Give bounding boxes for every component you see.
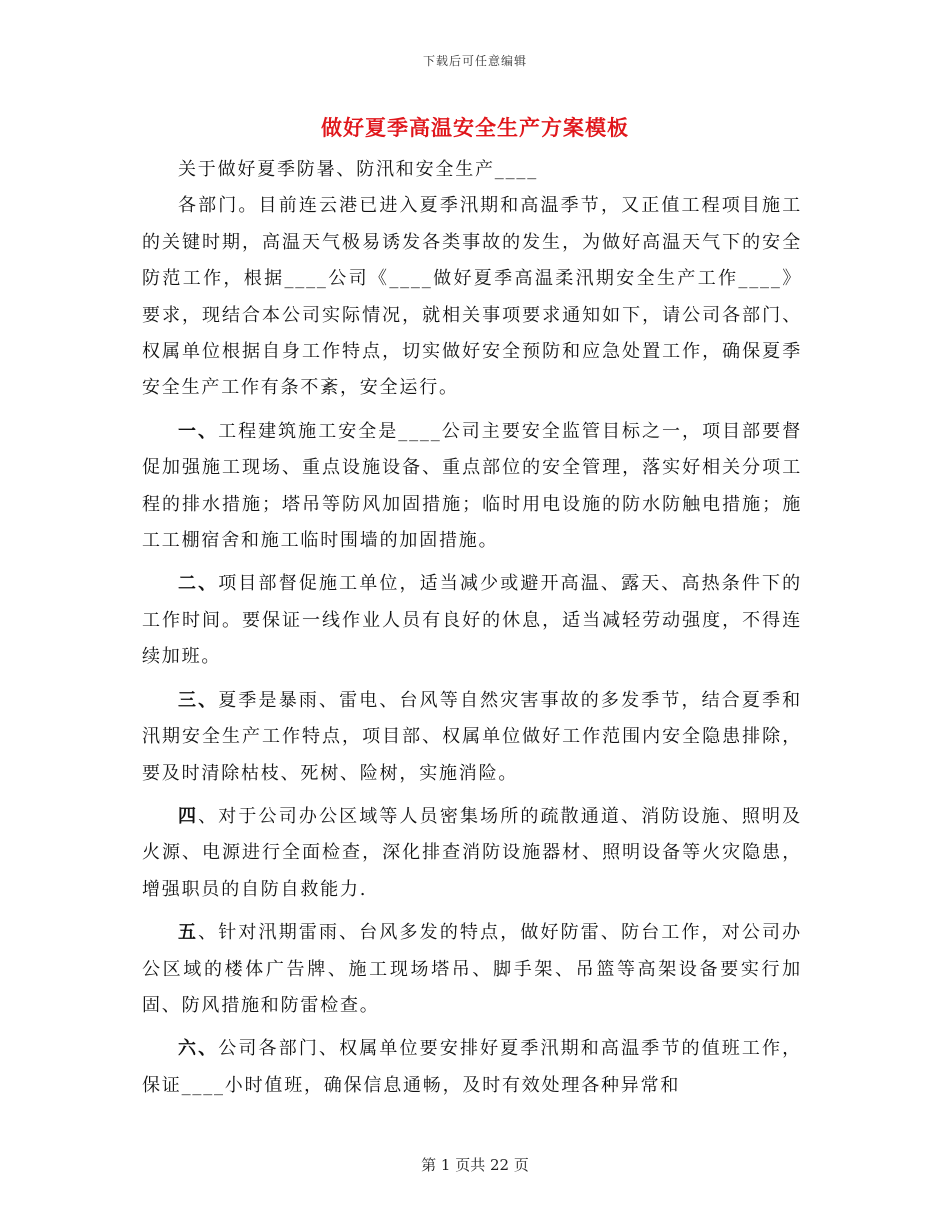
page-number-footer: 第 1 页共 22 页 [421,1156,529,1174]
section-text: 项目部督促施工单位，适当减少或避开高温、露天、高热条件下的工作时间。要保证一线作业人员有良好的休息，适当减轻劳动强度，不得连续加班。 [142,573,802,668]
section-paragraph [142,566,802,675]
section-paragraph [142,915,802,1024]
section-label: 二、 [178,573,219,595]
section-label: 五 [178,922,199,944]
section-paragraph [142,683,802,792]
section-paragraph [142,1031,802,1104]
section-label: 六、 [178,1038,219,1060]
document-body [142,152,802,1104]
section-text: 工程建筑施工安全是____公司主要安全监管目标之一，项目部要督促加强施工现场、重点设施设备、重点部位的安全管理，落实好相关分项工程的排水措施；塔吊等防风加固措施；临时用电设施的防水防触电措施；施工工棚宿舍和施工临时围墙的加固措施。 [142,420,802,552]
subject-line: 关于做好夏季防暑、防汛和安全生产____ [178,159,538,180]
section-label: 三、 [178,689,219,711]
section-label: 一、 [178,420,219,442]
section-paragraph [142,799,802,908]
section-label: 四 [178,805,199,827]
section-text: 夏季是暴雨、雷电、台风等自然灾害事故的多发季节，结合夏季和汛期安全生产工作特点，项目部、权属单位做好工作范围内安全隐患排除，要及时清除枯枝、死树、险树，实施消险。 [142,689,802,784]
section-text: 公司各部门、权属单位要安排好夏季汛期和高温季节的值班工作，保证____小时值班，确保信息通畅，及时有效处理各种异常和 [142,1038,802,1096]
document-title: 做好夏季高温安全生产方案模板 [321,115,629,140]
section-text: 、针对汛期雷雨、台风多发的特点，做好防雷、防台工作，对公司办公区域的楼体广告牌、施工现场塔吊、脚手架、吊篮等高架设备要实行加固、防风措施和防雷检查。 [142,922,802,1016]
section-paragraph [142,414,802,560]
intro-paragraph: 各部门。目前连云港已进入夏季汛期和高温季节，又正值工程项目施工的关键时期，高温天气极易诱发各类事故的发生，为做好高温天气下的安全防范工作，根据____公司《____做好夏季高温柔汛期安全生产工作____》要求，现结合本公司实际情况，就相关事项要求通知如下，请公司各部门、权属单位根据自身工作特点，切实做好安全预防和应急处置工作，确保夏季安全生产工作有条不紊，安全运行。 [142,195,802,399]
page-header: 下载后可任意编辑 [422,54,527,68]
section-text: 、对于公司办公区域等人员密集场所的疏散通道、消防设施、照明及火源、电源进行全面检查，深化排查消防设施器材、照明设备等火灾隐患，增强职员的自防自救能力. [142,805,802,900]
